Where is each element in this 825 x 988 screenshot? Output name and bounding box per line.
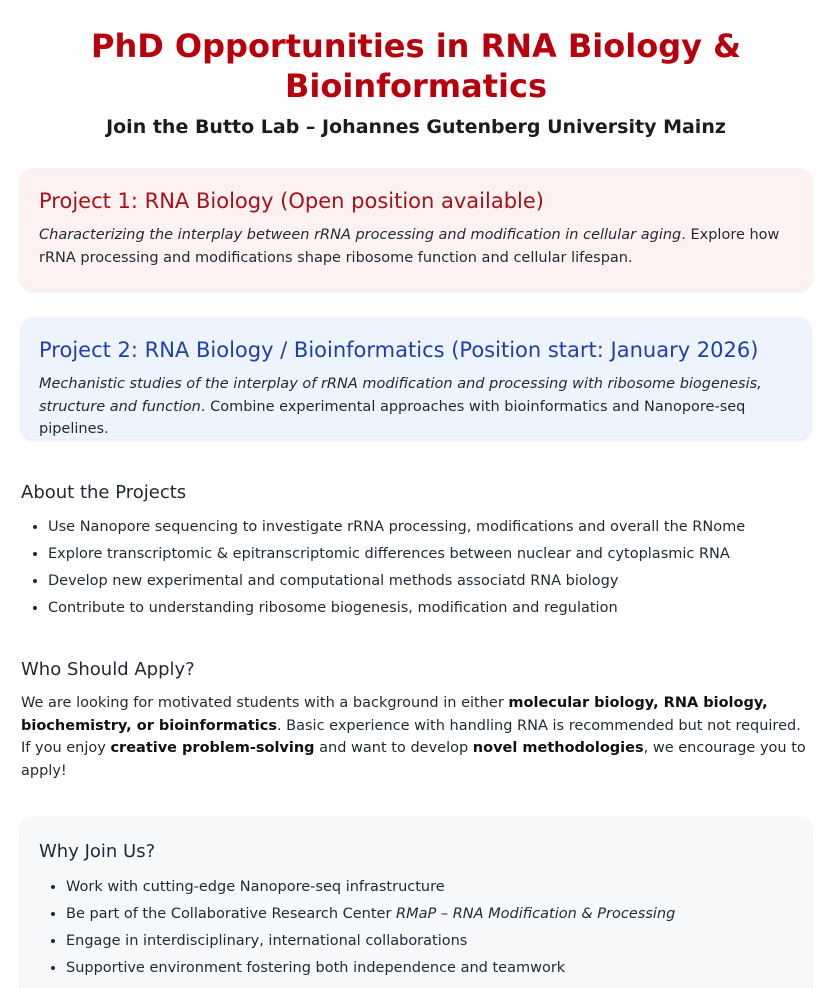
why-list (39, 874, 793, 982)
page-subtitle: Join the Butto Lab – Johannes Gutenberg University Mainz (106, 116, 726, 138)
project-1-card (21, 169, 811, 290)
project-1-title: Project 1: RNA Biology (Open position available) (39, 189, 544, 213)
page-title: PhD Opportunities in RNA Biology & Bioinformatics (90, 27, 742, 105)
who-title: Who Should Apply? (21, 659, 195, 680)
list-item: • Work with cutting-edge Nanopore-seq infrastructure (66, 874, 793, 901)
who-bold-1: molecular biology, RNA biology, biochemistry, or bioinformatics (21, 695, 768, 734)
project-2-title: Project 2: RNA Biology / Bioinformatics (Position start: January 2026) (39, 338, 759, 362)
project-2-text: . Combine experimental approaches with bioinformatics and Nanopore-seq pipelines. (39, 398, 746, 437)
list-item (66, 901, 793, 928)
project-2-card (21, 318, 811, 439)
list-item: • Engage in interdisciplinary, international collaborations (66, 928, 793, 955)
project-2-italic: Mechanistic studies of the interplay of rRNA modification and processing with ribosome biogenesis, structure and function (39, 376, 762, 415)
project-1-text: . Explore how rRNA processing and modifications shape ribosome function and cellular lifespan. (39, 227, 780, 266)
list-item: • Supportive environment fostering both independence and teamwork (66, 955, 793, 982)
who-section (21, 658, 811, 782)
project-1-description (39, 224, 793, 269)
why-title: Why Join Us? (39, 841, 156, 862)
who-text-3: and want to develop (314, 740, 473, 756)
why-item-2-italic: RMaP – RNA Modification & Processing (396, 906, 676, 922)
about-title: About the Projects (21, 482, 187, 503)
who-text-4: , we encourage you to apply! (21, 740, 806, 779)
why-card (21, 818, 811, 988)
about-list (21, 514, 811, 622)
who-paragraph (21, 692, 811, 782)
about-section (21, 481, 811, 622)
list-item: • Use Nanopore sequencing to investigate rRNA processing, modifications and overall the RNome (48, 514, 811, 541)
list-item: • Contribute to understanding ribosome biogenesis, modification and regulation (48, 595, 811, 622)
project-1-italic: Characterizing the interplay between rRNA processing and modification in cellular aging (39, 227, 682, 243)
why-item-2-text: Be part of the Collaborative Research Center (66, 906, 397, 922)
list-item: • Develop new experimental and computational methods associatd RNA biology (48, 568, 811, 595)
who-text-1: We are looking for motivated students with a background in either (21, 695, 509, 711)
who-bold-3: novel methodologies (472, 740, 644, 756)
who-text-2: . Basic experience with handling RNA is recommended but not required. If you enjoy (21, 717, 801, 756)
who-bold-2: creative problem-solving (110, 740, 315, 756)
project-2-description (39, 373, 793, 441)
list-item: • Explore transcriptomic & epitranscriptomic differences between nuclear and cytoplasmic RNA (48, 541, 811, 568)
